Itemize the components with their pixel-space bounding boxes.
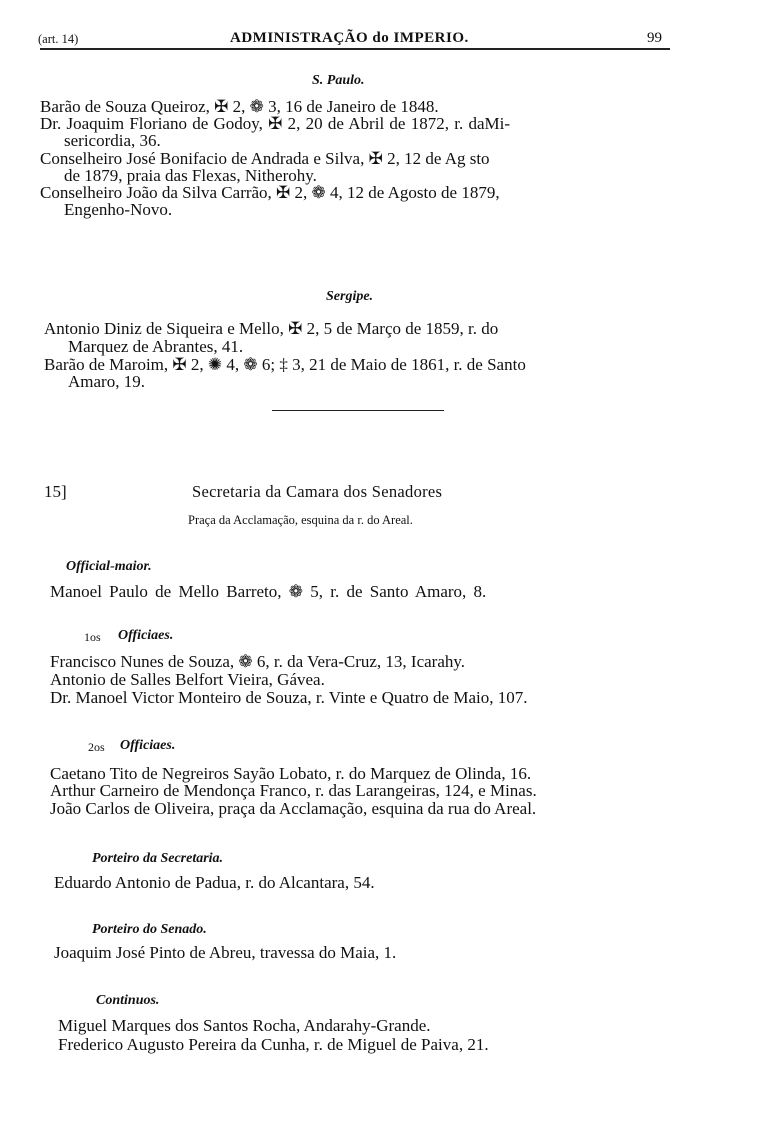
- entry-line: Dr. Joaquim Floriano de Godoy, ✠ 2, 20 de Abril de 1872, r. daMi-: [40, 114, 510, 133]
- entry-line: Arthur Carneiro de Mendonça Franco, r. das Larangeiras, 124, e Minas.: [50, 781, 537, 800]
- entry-line: Barão de Souza Queiroz, ✠ 2, ❁ 3, 16 de Janeiro de 1848.: [40, 97, 439, 116]
- section-heading-sao-paulo: S. Paulo.: [312, 73, 365, 88]
- role-heading: Officiaes.: [120, 738, 176, 753]
- role-heading: Official-maior.: [66, 559, 152, 574]
- role-prefix: 1os: [84, 630, 101, 644]
- entry-line: sericordia, 36.: [64, 131, 161, 150]
- section-title: Secretaria da Camara dos Senadores: [192, 482, 443, 501]
- entry-line: Conselheiro João da Silva Carrão, ✠ 2, ❁ 4, 12 de Agosto de 1879,: [40, 183, 500, 202]
- section-address: Praça da Acclamação, esquina da r. do Areal.: [188, 513, 413, 527]
- header-rule: [40, 48, 670, 50]
- section-divider: [272, 410, 444, 411]
- entry-line: João Carlos de Oliveira, praça da Acclamação, esquina da rua do Areal.: [50, 799, 537, 818]
- entry-line: de 1879, praia das Flexas, Nitherohy.: [64, 166, 317, 185]
- entry-line: Conselheiro José Bonifacio de Andrada e Silva, ✠ 2, 12 de Ag sto: [40, 149, 490, 168]
- entry-line: Francisco Nunes de Souza, ❁ 6, r. da Vera-Cruz, 13, Icarahy.: [50, 652, 466, 671]
- article-ref: (art. 14): [38, 32, 79, 46]
- entry-line: Dr. Manoel Victor Monteiro de Souza, r. Vinte e Quatro de Maio, 107.: [50, 688, 528, 707]
- role-heading: Officiaes.: [118, 628, 174, 643]
- role-heading: Porteiro do Senado.: [92, 922, 207, 937]
- entry-line: Caetano Tito de Negreiros Sayão Lobato, r. do Marquez de Olinda, 16.: [50, 764, 532, 783]
- section-number: 15]: [44, 482, 67, 501]
- entry-line: Barão de Maroim, ✠ 2, ✺ 4, ❁ 6; ‡ 3, 21 de Maio de 1861, r. de Santo: [44, 355, 526, 374]
- entry-line: Miguel Marques dos Santos Rocha, Andarahy-Grande.: [58, 1016, 431, 1035]
- role-heading: Porteiro da Secretaria.: [92, 851, 224, 866]
- role-prefix: 2os: [88, 740, 105, 754]
- entry-line: Amaro, 19.: [68, 372, 145, 391]
- role-heading: Continuos.: [96, 993, 160, 1008]
- entry-line: Antonio Diniz de Siqueira e Mello, ✠ 2, 5 de Março de 1859, r. do: [44, 319, 499, 338]
- page-number: 99: [647, 30, 662, 46]
- entry-line: Antonio de Salles Belfort Vieira, Gávea.: [50, 670, 325, 689]
- entry-line: Marquez de Abrantes, 41.: [68, 337, 244, 356]
- running-title: ADMINISTRAÇÃO do IMPERIO.: [230, 30, 469, 46]
- entry-line: Eduardo Antonio de Padua, r. do Alcantara, 54.: [54, 873, 375, 892]
- section-heading-sergipe: Sergipe.: [326, 289, 374, 304]
- entry-line: Frederico Augusto Pereira da Cunha, r. de Miguel de Paiva, 21.: [58, 1035, 489, 1054]
- entry-line: Engenho-Novo.: [64, 200, 173, 219]
- entry-line: Joaquim José Pinto de Abreu, travessa do Maia, 1.: [54, 943, 397, 962]
- entry-line: Manoel Paulo de Mello Barreto, ❁ 5, r. de Santo Amaro, 8.: [50, 582, 487, 601]
